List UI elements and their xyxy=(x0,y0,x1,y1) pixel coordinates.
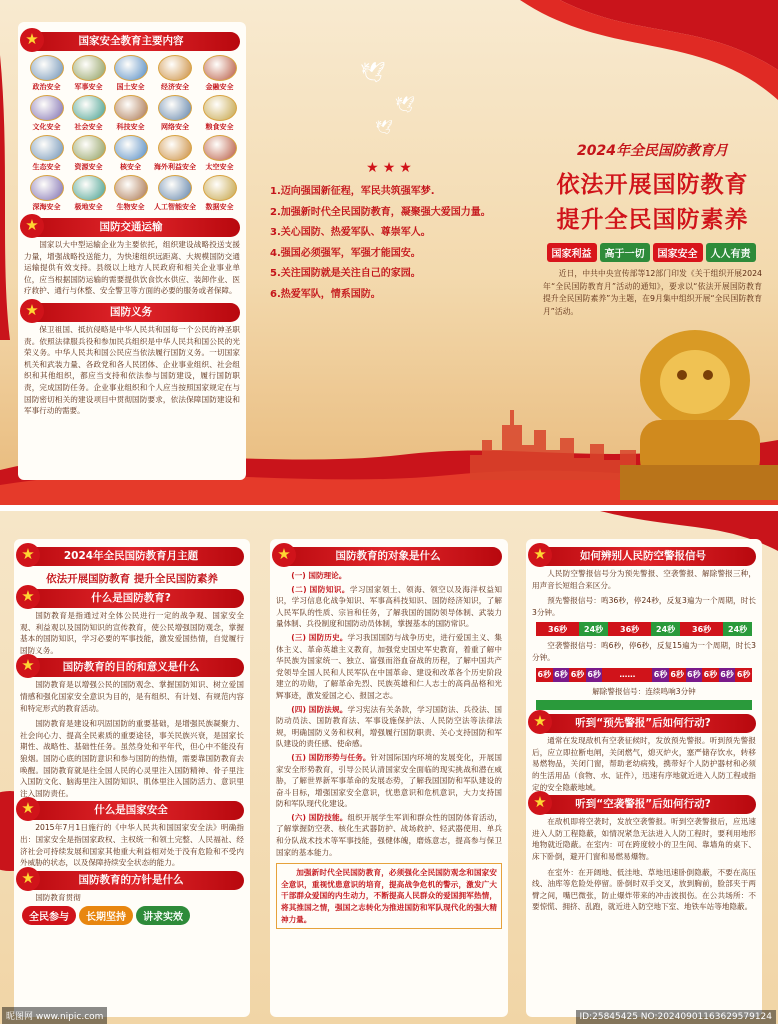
section-title: ★ 2024年全民国防教育月主题 xyxy=(18,547,244,566)
security-topic-item xyxy=(201,55,238,92)
ai-icon xyxy=(158,175,192,201)
security-icons-grid xyxy=(18,51,246,214)
education-object-item xyxy=(270,751,508,811)
bottom-middle-panel xyxy=(270,539,508,1017)
star-icon: ★ xyxy=(20,28,44,52)
goal-item: 5.关注国防就是关注自己的家园。 xyxy=(270,268,421,279)
mine-icon xyxy=(72,135,106,161)
release-alarm-text: 解除警报信号：连续鸣响3分钟 xyxy=(592,686,696,696)
right-panel xyxy=(535,140,770,318)
pre-alarm-segment: 36秒 xyxy=(536,622,579,636)
goal-item: 2.加强新时代全民国防教育，凝聚强大爱国力量。 xyxy=(270,206,491,218)
security-topic-label: 生物安全 xyxy=(116,203,145,211)
security-topic-item xyxy=(154,175,196,212)
bottom-left-panel xyxy=(14,539,250,1017)
education-object-head: (五) 国防形势与任务。 xyxy=(291,752,371,762)
security-topic-item xyxy=(112,55,149,92)
pre-alarm-text: 预先警报信号：鸣36秒，停24秒，反复3遍为一个周期，时长3分钟。 xyxy=(532,596,756,617)
security-topic-label: 数据安全 xyxy=(205,203,234,211)
brochure-front xyxy=(0,0,778,505)
security-topic-label: 网络安全 xyxy=(161,123,189,131)
star-icon: ★ xyxy=(16,867,40,891)
education-object-item xyxy=(270,631,508,703)
dove-icon: 🕊 xyxy=(360,60,386,84)
star-icon: ★ xyxy=(20,299,44,323)
security-topic-label: 太空安全 xyxy=(205,163,234,171)
intro-text: 近日，中共中央宣传部等12部门印发《关于组织开展2024年“全民国防教育月”活动的通知》，要求以“依法开展国防教育 提升全民国防素养”为主题，在9月集中组织开展“全民国防教育月”活动。 xyxy=(543,269,762,316)
section-title: ★ 国防交通运输 xyxy=(22,218,240,237)
answer-text: 国防教育是以增强公民的国防观念、掌握国防知识、树立爱国情感和强化国家安全意识为目的，是有组织、有计划、有规范内容和特定形式的教育活动。 xyxy=(20,680,244,713)
security-topic-label: 生态安全 xyxy=(32,163,61,171)
security-topic-item xyxy=(154,55,196,92)
raid-alarm-segment: …… xyxy=(602,668,652,682)
pre-alarm-segment: 36秒 xyxy=(608,622,651,636)
section-title: ★ 听到“预先警报”后如何行动? xyxy=(530,714,756,733)
bottom-right-panel xyxy=(526,539,762,1017)
slogan-tag: 人人有责 xyxy=(706,243,756,262)
dove-icon: 🕊 xyxy=(375,120,393,136)
education-object-item xyxy=(270,569,508,583)
watermark-right: ID:25845425 NO:20240901163629579124 xyxy=(576,1010,777,1024)
security-topic-label: 人工智能安全 xyxy=(154,203,196,211)
star-icon: ★ xyxy=(528,791,552,815)
pre-alarm-segment: 36秒 xyxy=(680,622,723,636)
section-title: ★ 听到“空袭警报”后如何行动? xyxy=(530,795,756,814)
policy-tags xyxy=(14,905,250,925)
building-icon xyxy=(30,55,64,81)
policy-tag: 全民参与 xyxy=(22,906,76,925)
section-title: ★ 国家安全教育主要内容 xyxy=(22,32,240,51)
goal-item: 6.热爱军队，情系国防。 xyxy=(270,288,381,300)
security-topic-item xyxy=(70,135,107,172)
answer-text: 国防教育是指通过对全体公民进行一定的战争观、国家安全观、利益观以及国防知识的宣传教育，使公民增强国防观念，掌握基本的国防知识，学习必要的军事技能，激发爱国热情，自觉履行国防义务。 xyxy=(20,611,244,655)
security-topic-item xyxy=(28,95,65,132)
star-icon: ★ xyxy=(16,585,40,609)
education-object-body: 学习我国国防与战争历史，进行爱国主义、集体主义、革命英雄主义教育，加强党史国史军史教育，着重了解中华民族为国家统一、独立、富强而浴血奋战的历程，了解中国共产党领导全国人民和人民军队在中国革命、建设和改革各个历史阶段建立的功勋，了解革命先烈、民族英雄和仁人志士的高尚品格和光辉事迹，激发爱国之心、报国之志。 xyxy=(276,632,503,700)
pre-alarm-bar xyxy=(536,622,752,636)
security-topic-label: 资源安全 xyxy=(74,163,103,171)
star-icon: ★ xyxy=(16,797,40,821)
education-object-body: 学习国家领土、领海、领空以及海洋权益知识，学习信息化战争知识、军事高科技知识、国防经济知识，了解人民军队的性质、宗旨和任务，了解我国的国防领导体制、武装力量体制、兵役制度和国防动员体制，掌握基本的国防常识。 xyxy=(276,584,502,629)
education-object-head: (六) 国防技能。 xyxy=(291,812,348,822)
raid-alarm-segment: 6秒 xyxy=(735,668,752,682)
pre-alarm-segment: 24秒 xyxy=(579,622,608,636)
goal-item: 4.强国必须强军，军强才能国安。 xyxy=(270,247,421,259)
education-object-head: (二) 国防知识。 xyxy=(291,584,350,594)
nuclear-icon xyxy=(114,135,148,161)
section-title: ★ 国防教育的方针是什么 xyxy=(18,871,244,890)
section-title: ★ 如何辨别人民防空警报信号 xyxy=(530,547,756,566)
golden-lion-statue xyxy=(600,320,778,500)
main-title-1: 依法开展国防教育 xyxy=(556,172,749,198)
goal-item: 1.迈向强国新征程，军民共筑强军梦. xyxy=(270,186,435,197)
security-topic-label: 粮食安全 xyxy=(205,123,234,131)
security-topic-item xyxy=(28,55,65,92)
slogan-tag: 国家安全 xyxy=(653,243,703,262)
raid-alarm-segment: 6秒 xyxy=(669,668,686,682)
section-title: ★ 什么是国家安全 xyxy=(18,801,244,820)
security-topic-label: 文化安全 xyxy=(32,123,61,131)
security-topic-label: 社会安全 xyxy=(74,123,103,131)
star-icon: ★ xyxy=(20,214,44,238)
pre-alarm-segment: 24秒 xyxy=(651,622,680,636)
crowd-icon xyxy=(72,95,106,121)
security-topic-item xyxy=(154,95,196,132)
education-object-item xyxy=(270,811,508,859)
stars-decoration: ★★★ xyxy=(366,160,416,176)
network-icon xyxy=(158,95,192,121)
satellite-icon xyxy=(203,135,237,161)
signal-intro: 人民防空警报信号分为预先警报、空袭警报、解除警报三种，用声音长短组合来区分。 xyxy=(532,569,756,590)
raid-alarm-segment: 6秒 xyxy=(686,668,703,682)
security-topic-label: 海外利益安全 xyxy=(154,163,196,171)
section-title: ★ 什么是国防教育? xyxy=(18,589,244,608)
raid-alarm-text: 空袭警报信号：鸣6秒，停6秒，反复15遍为一个周期，时长3分钟。 xyxy=(532,641,756,662)
goal-item: 3.关心国防、热爱军队、尊崇军人。 xyxy=(270,227,431,238)
tree-icon xyxy=(30,135,64,161)
security-topic-label: 政治安全 xyxy=(32,83,61,91)
slogan-tag: 国家利益 xyxy=(547,243,597,262)
security-topic-label: 科技安全 xyxy=(116,123,145,131)
section-title: ★ 国防教育的对象是什么 xyxy=(274,547,502,566)
pre-alarm-segment: 24秒 xyxy=(723,622,752,636)
answer-text: 通常在发现敌机有空袭征候时，发放预先警报。听到预先警报后，应立即拉断电闸，关闭燃气，熄灭炉火，塞严储存饮水，转移易燃物品，关闭门窗，帮助老幼病残，携带好个人防护器材和必须的生活用品（食物、水、证件），迅速有序地就近进入人防工程或指定的安全隐蔽地域。 xyxy=(532,736,757,792)
security-topic-label: 金融安全 xyxy=(205,83,234,91)
grain-icon xyxy=(203,95,237,121)
watermark-left: 昵图网 www.nipic.com xyxy=(2,1007,107,1024)
education-object-body: 针对国际国内环境的发展变化，开展国家安全形势教育，引导公民认清国家安全面临的现实挑战和潜在威胁，了解世界新军事革命的发展态势，了解我国国防和军队建设的奋斗目标，增强国家安全意识，忧患意识和危机意识，大力支持国防和军队现代化建设。 xyxy=(276,752,502,809)
brochure-back xyxy=(0,511,778,1024)
security-topic-label: 国土安全 xyxy=(116,83,145,91)
security-topic-label: 核安全 xyxy=(120,163,141,171)
subtitle: 2024年全民国防教育月 xyxy=(577,143,728,159)
answer-text: 在室外：在开阔地、低洼地、草地迅速卧倒隐蔽，不要在高压线、油库等危险处停留。卧倒时双手交叉，放到胸前，脸部夹于两臂之间，嘴巴微张，防止爆炸带来的冲击波损伤。在公共场所：不要惊慌、拥挤、乱跑，就近进入防空地下室、地铁车站等地隐蔽。 xyxy=(532,867,756,912)
star-icon: ★ xyxy=(16,543,40,567)
raid-alarm-segment: 6秒 xyxy=(719,668,736,682)
education-object-body: 组织开展学生军训和群众性的国防体育活动，了解掌握防空袭、核化生武器防护、战场救护、轻武器使用、单兵和分队战术技术等军事技能，强健体魄，磨炼意志，提高参与保卫国家的基本能力。 xyxy=(276,812,503,857)
raid-alarm-bar xyxy=(536,668,752,682)
education-object-head: (一) 国防理论。 xyxy=(291,571,347,580)
tags-row xyxy=(535,242,770,262)
security-topic-label: 经济安全 xyxy=(161,83,189,91)
security-topic-item xyxy=(201,175,238,212)
middle-panel xyxy=(262,160,520,305)
virus-icon xyxy=(114,175,148,201)
slogan-tag: 高于一切 xyxy=(600,243,650,262)
answer-text: 国防教育贯彻 xyxy=(35,892,81,902)
security-topic-item xyxy=(201,135,238,172)
duty-text: 保卫祖国、抵抗侵略是中华人民共和国每一个公民的神圣职责。依照法律服兵役和参加民兵组织是中华人民共和国公民的光荣义务。中华人民共和国公民应当依法履行国防义务。一切国家机关和武装力量、各政党和各人民团体、企业事业组织、社会组织和其他组织，都应当支持和依法参与国防建设，履行国防职责，完成国防任务。企业事业组织和个人应当按照国家规定在与国防密切相关的建设项目中贯彻国防要求，依法保障国防建设和军事行动的需要。 xyxy=(24,324,240,416)
star-icon: ★ xyxy=(16,654,40,678)
security-topic-item xyxy=(28,175,65,212)
security-topic-label: 极地安全 xyxy=(74,203,103,211)
answer-text: 国防教育是建设和巩固国防的重要基础，是增强民族凝聚力、社会向心力、提高全民素质的重要途径，事关民族兴衰，是国家长期性、战略性、基础性任务。虽然身处和平年代，但心中不能没有狼烟。国防心底的国防意识和参与国防的热情，需要靠国防教育去唤醒。国防教育就是往全国人民的心灵里注入国防精神、骨子里注入国防文化、脑海里注入国防知识、肌体里注入国防活力、意识里注入国防责任。 xyxy=(20,719,244,798)
security-topic-label: 深海安全 xyxy=(32,203,61,211)
security-topic-item xyxy=(70,95,107,132)
star-icon: ★ xyxy=(528,543,552,567)
globe-icon xyxy=(158,135,192,161)
security-topic-item xyxy=(112,95,149,132)
education-object-head: (三) 国防历史。 xyxy=(291,632,348,642)
education-object-body: 学习宪法有关条款，学习国防法、兵役法、国防动员法、国防教育法、军事设施保护法、人民防空法等法律法规，明确国防义务和权利，增强履行国防职责、关心支持国防和军队建设的责任感、使命感。 xyxy=(276,704,503,749)
section-title: ★ 国防教育的目的和意义是什么 xyxy=(18,658,244,677)
star-icon: ★ xyxy=(272,543,296,567)
section-title: ★ 国防义务 xyxy=(22,303,240,322)
security-topic-item xyxy=(154,135,196,172)
data-icon xyxy=(203,175,237,201)
policy-tag: 长期坚持 xyxy=(79,906,133,925)
left-panel xyxy=(18,22,246,480)
raid-alarm-segment: 6秒 xyxy=(569,668,586,682)
chart-icon xyxy=(158,55,192,81)
security-topic-item xyxy=(112,175,149,212)
goals-list xyxy=(262,182,520,305)
polar-icon xyxy=(72,175,106,201)
education-object-item xyxy=(270,703,508,751)
answer-text: 在敌机即将空袭时，发放空袭警报。听到空袭警报后，应迅速进入人防工程隐蔽，如情况紧急无法进入人防工程时，要利用地形地物就近隐蔽。在室内：可在跨度较小的卫生间、靠墙角的桌下、床下卧倒，避开门窗和易燃易爆物。 xyxy=(532,817,756,861)
theme-text: 依法开展国防教育 提升全民国防素养 xyxy=(46,573,218,585)
raid-alarm-segment: 6秒 xyxy=(586,668,603,682)
temple-icon xyxy=(30,95,64,121)
security-topic-item xyxy=(201,95,238,132)
closing-text: 加强新时代全民国防教育，必须强化全民国防观念和国家安全意识，重视忧患意识的培育，提高战争危机的警示，激发广大干部群众爱国的内生动力，不断提高人民群众的爱国拥军热情，将其推国之情，强国之志转化为推进国防和军队现代化的强大精神力量。 xyxy=(276,863,502,929)
raid-alarm-segment: 6秒 xyxy=(553,668,570,682)
tank-icon xyxy=(72,55,106,81)
security-topic-label: 军事安全 xyxy=(74,83,103,91)
mountain-icon xyxy=(114,55,148,81)
chip-icon xyxy=(114,95,148,121)
coin-icon xyxy=(203,55,237,81)
answer-text: 2015年7月1日施行的《中华人民共和国国家安全法》明确指出：国家安全是指国家政权、主权统一和领土完整、人民福祉、经济社会可持续发展和国家其他重大利益相对处于没有危险和不受内外威胁的状态，以及保障持续安全状态的能力。 xyxy=(20,823,244,868)
education-object-item xyxy=(270,583,508,631)
security-topic-item xyxy=(70,55,107,92)
main-title-2: 提升全民国防素养 xyxy=(556,207,749,233)
security-topic-item xyxy=(112,135,149,172)
objects-list xyxy=(270,569,508,859)
transport-text: 国家以大中型运输企业为主要依托，组织建设战略投送支援力量，增强战略投送能力，为快速组织远距离、大规模国防交通运输提供有效支持。县级以上地方人民政府和相关企业事业单位，应当根据国防运输的需要提供饮食饮水供应、装卸作业、医疗救护、通行与休整、安全警卫等方面的必要的服务或者保障。 xyxy=(24,240,240,296)
raid-alarm-segment: 6秒 xyxy=(702,668,719,682)
policy-tag: 讲求实效 xyxy=(136,906,190,925)
education-object-head: (四) 国防法规。 xyxy=(291,704,348,714)
raid-alarm-segment: 6秒 xyxy=(536,668,553,682)
release-alarm-bar xyxy=(536,700,752,710)
star-icon: ★ xyxy=(528,710,552,734)
security-topic-item xyxy=(70,175,107,212)
security-topic-item xyxy=(28,135,65,172)
ocean-icon xyxy=(30,175,64,201)
raid-alarm-segment: 6秒 xyxy=(652,668,669,682)
dove-icon: 🕊 xyxy=(395,95,416,114)
